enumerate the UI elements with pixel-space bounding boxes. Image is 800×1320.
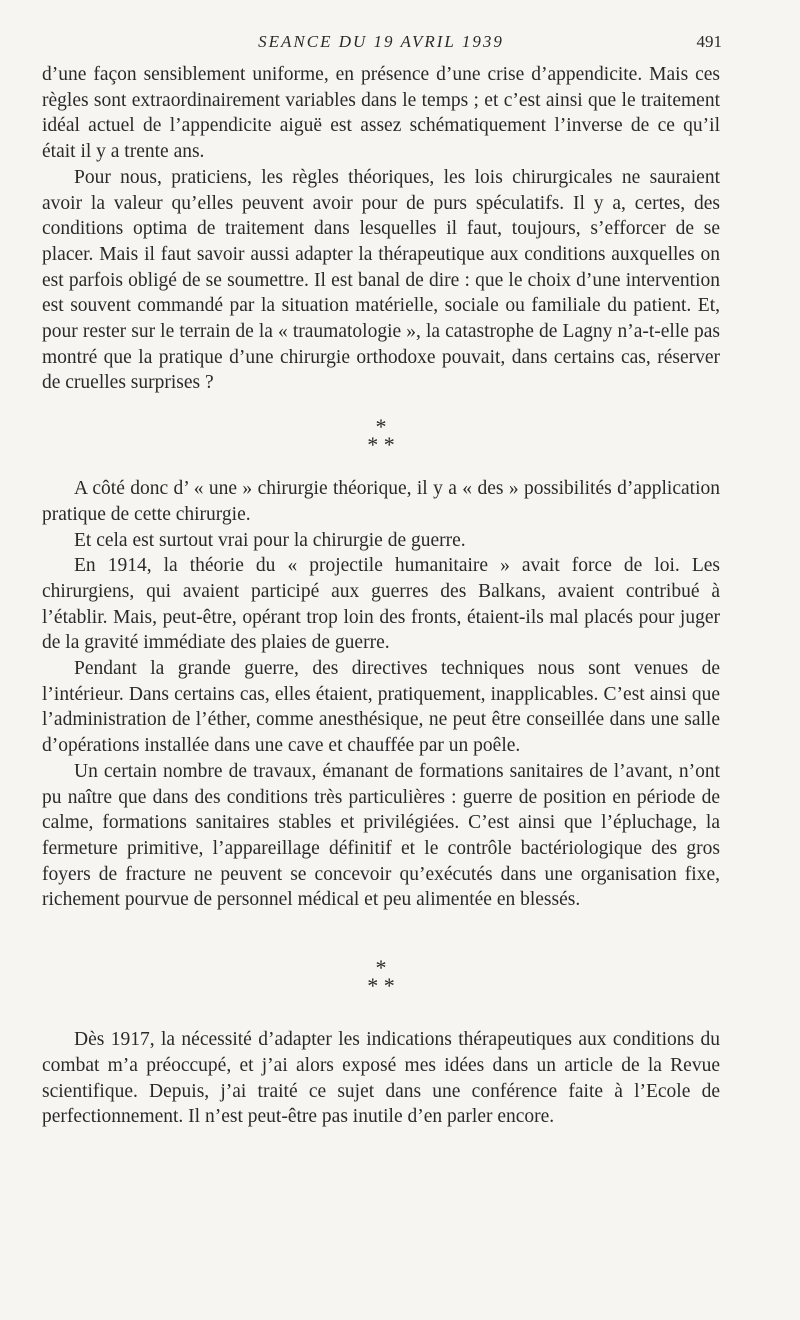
section-1	[42, 62, 720, 396]
asterism-bottom-stars: * *	[367, 432, 395, 458]
paragraph: Pendant la grande guerre, des directives techniques nous sont venues de l’intérieur. Dans certains cas, elles étaient, pratiquement, inapplicables. C’est ainsi que l’administration de l’éther, comme anesthésique, ne peut être conseillée dans une salle d’opérations installée dans une cave et chauffée par un poêle.	[42, 658, 720, 757]
paragraph: En 1914, la théorie du « projectile humanitaire » avait force de loi. Les chirurgiens, qui avaient participé aux guerres des Balkans, avaient contribué à l’établir. Mais, peut-être, opérant trop loin des fronts, étaient-ils mal placés pour juger de la gravité immédiate des plaies de guerre.	[42, 555, 720, 654]
asterism-top-star: *	[375, 955, 387, 981]
page-header	[42, 32, 720, 62]
section-3	[42, 1027, 720, 1130]
asterism-top-star: *	[375, 414, 387, 440]
running-title: SEANCE DU 19 AVRIL 1939	[258, 32, 504, 51]
section-separator-asterism	[42, 955, 720, 999]
section-2	[42, 476, 720, 913]
paragraph: Dès 1917, la nécessité d’adapter les indications thérapeutiques aux conditions du combat m’a préoccupé, et j’ai alors exposé mes idées dans un article de la Revue scientifique. Depuis, j’ai traité ce sujet dans une conférence faite à l’Ecole de perfectionnement. Il n’est peut-être pas inutile d’en parler encore.	[42, 1029, 720, 1128]
paragraph-continued: d’une façon sensiblement uniforme, en présence d’une crise d’appendicite. Mais ces règles sont extraordinairement variables dans le temps ; et c’est ainsi que le traitement idéal actuel de l’appendicite aiguë est assez schématiquement l’inverse de ce qu’il était il y a trente ans.	[42, 64, 720, 163]
paragraph: A côté donc d’ « une » chirurgie théorique, il y a « des » possibilités d’application pratique de cette chirurgie.	[42, 478, 720, 525]
section-separator-asterism	[42, 414, 720, 458]
page-number: 491	[696, 32, 722, 51]
paragraph: Pour nous, praticiens, les règles théoriques, les lois chirurgicales ne sauraient avoir la valeur qu’elles peuvent avoir pour de purs spéculatifs. Il y a, certes, des conditions optima de traitement dans lesquelles il faut, toujours, s’efforcer de se placer. Mais il faut savoir aussi adapter la thérapeutique aux conditions auxquelles on est parfois obligé de se soumettre. Il est banal de dire : que le choix d’une intervention est souvent commandé par la situation matérielle, sociale ou familiale du patient. Et, pour rester sur le terrain de la « traumatologie », la catastrophe de Lagny n’a-t-elle pas montré que la pratique d’une chirurgie orthodoxe pouvait, dans certains cas, réserver de cruelles surprises ?	[42, 166, 720, 394]
paragraph: Un certain nombre de travaux, émanant de formations sanitaires de l’avant, n’ont pu naître que dans des conditions très particulières : guerre de position en période de calme, formations sanitaires stables et privilégiées. C’est ainsi que l’épluchage, la fermeture primitive, l’appareillage définitif et le contrôle bactériologique des gros foyers de fracture ne peuvent se concevoir qu’exécutés dans une organisation fixe, richement pourvue de personnel médical et peu alimentée en blessés.	[42, 760, 720, 911]
paragraph: Et cela est surtout vrai pour la chirurgie de guerre.	[74, 529, 466, 551]
asterism-bottom-stars: * *	[367, 973, 395, 999]
document-page	[42, 32, 720, 1130]
